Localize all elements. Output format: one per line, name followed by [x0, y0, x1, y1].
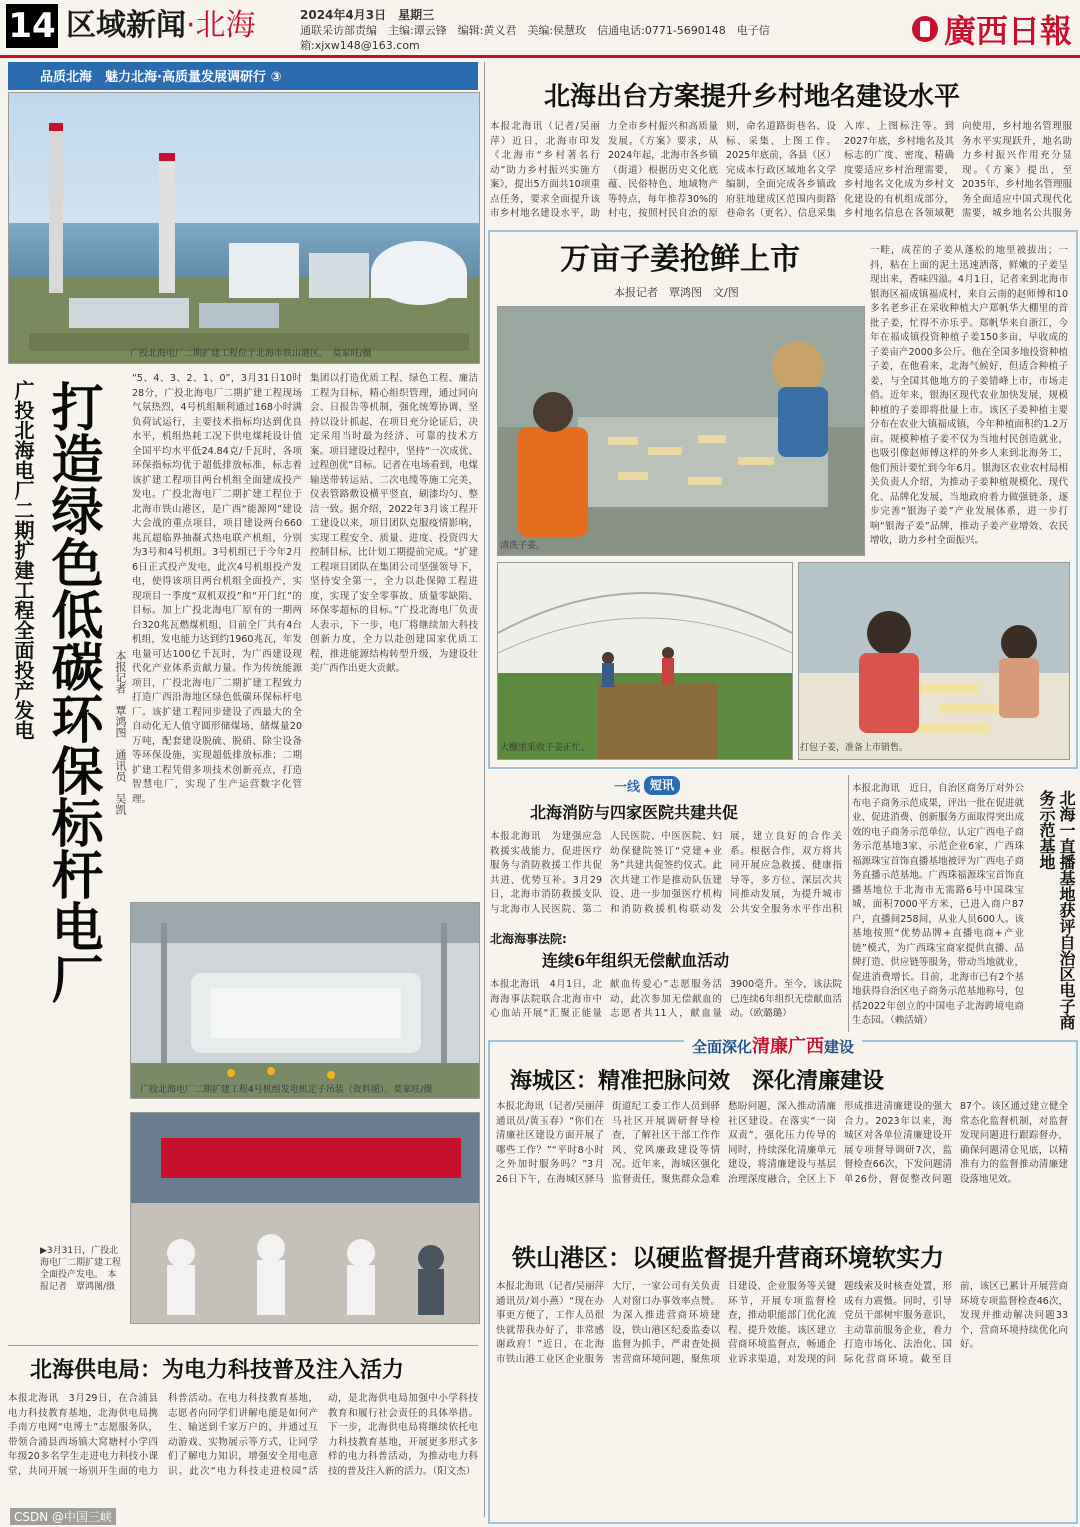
clean-banner: 全面深化清廉广西建设	[684, 1032, 862, 1058]
feature-main-headline: 打造绿色低碳环保标杆电厂	[42, 380, 103, 1004]
feature-sub-headline: 广投北海电厂二期扩建工程全面投产发电	[11, 380, 35, 740]
yixian-tag-badge: 短讯	[644, 776, 680, 795]
haicheng-body: 本报北海讯（记者/吴丽萍 通讯员/黄玉春）“你们在清廉社区建设方面开展了哪些工作？”“平时8小时之外加时服务吗？”3月26日下午，在海城区驿马街道纪工委工作人员到驿马社区开展调研督导检查，了解社区干部工作作风、党风廉政建设等情况。近年来，海城区强化监督责任，聚焦群众急难愁盼问题，深入推动清廉社区建设。在落实“一岗双责”，强化压力传导的同时，持续深化清廉单元建设，将清廉建设与基层治理深度融合，全区上下形成推进清廉建设的强大合力。2023年以来，海城区对各单位清廉建设开展专项督导调研7次，监督检查66次，下发问题清单26份，督促整改问题87个。该区通过建立健全常态化监督机制，对监督发现问题进行跟踪督办，确保问题清仓见底，以精准有力的监督推动清廉建设落地见效。	[496, 1101, 1068, 1185]
ginger-photo1-caption: 清洗子姜。	[500, 541, 546, 551]
control-room-photo-illustration	[131, 1113, 479, 1323]
plant-photo-illustration	[9, 93, 479, 363]
feature-byline: 本报记者 覃鸿图 通讯员 吴凯	[114, 650, 127, 815]
section-title: 区域新闻·北海	[66, 8, 256, 43]
ginger-byline: 本报记者 覃鸿图 文/图	[614, 286, 739, 299]
ginger-photo-washing	[497, 306, 865, 556]
brief2-kicker: 北海海事法院:	[490, 932, 567, 946]
haicheng-headline: 海城区：精准把脉问效 深化清廉建设	[510, 1068, 885, 1094]
ginger-photo-packing	[798, 562, 1070, 760]
tieshan-body: 本报北海讯（记者/吴丽萍 通讯员/刘小燕）“现在办事更方便了，工作人员很快就帮我办好了，非常感谢政府！”近日，在北海市铁山港工业区企业服务大厅，一家公司有关负责人对窗口办事效率点赞。为深入推进营商环境建设，铁山港区纪委监委以监督为抓手，严肃查处损害营商环境问题，聚焦项目建设、企业服务等关键环节，开展专项监督检查，推动职能部门优化流程、提升效能。该区建立营商环境监督点，畅通企业诉求渠道，对发现的问题线索及时核查处置，形成有力震慑。同时，引导党员干部树牢服务意识，主动靠前服务企业，着力打造市场化、法治化、国际化营商环境。截至目前，该区已累计开展营商环境专项监督检查46次，发现并推动解决问题33个，营商环境持续优化向好。	[496, 1281, 1068, 1365]
brief2-headline: 连续6年组织无偿献血活动	[542, 951, 730, 970]
ecommerce-headline: 北海一直播基地获评自治区电子商务示范基地	[1037, 790, 1076, 1030]
newspaper-logo: 廣西日報	[912, 6, 1072, 52]
divider-center	[484, 62, 485, 1517]
header-meta	[300, 8, 770, 53]
logo-icon	[912, 16, 938, 42]
clean-banner-highlight: 清廉广西	[752, 1036, 825, 1057]
watermark: CSDN @中国三峡	[10, 1508, 116, 1525]
brief2-body: 本报北海讯 4月1日，北海海事法院联合北海市中心血站开展“汇聚正能量 献血传爱心”志愿服务活动，此次参加无偿献血的志愿者共11人，献血量3900毫升。至今，该法院已连续6年组织无偿献血活动。（欧璐璐）	[490, 979, 842, 1019]
issue-date: 2024年4月3日 星期三	[300, 8, 435, 22]
section-subtitle: ·北海	[186, 8, 256, 43]
ginger-photo2-caption: 大棚里采收子姜正忙。	[500, 743, 591, 753]
divider-feature-bottom	[8, 1345, 478, 1346]
tieshan-headline: 铁山港区：以硬监督提升营商环境软实力	[512, 1243, 944, 1272]
power-supply-body: 本报北海讯 3月29日，在合浦县电力科技教育基地，北海供电局携手南方电网“电博士”志愿服务队，带领合浦县西场镇大窝塘村小学四年级20多名学生走进电力科技小课堂，共同开展一场别开生面的电力科普活动。在电力科技教育基地，志愿者向同学们讲解电能是如何产生、输送到千家万户的，并通过互动游戏、实物展示等方式，让同学们了解电力知识，增强安全用电意识。此次“电力科技走进校园”活动，是北海供电局加强中小学科技教育和履行社会责任的具体举措。下一步，北海供电局将继续依托电力科技教育基地，开展更多形式多样的电力科普活动，为推动电力科技的普及注入新的活力。（阳文杰）	[8, 1393, 478, 1477]
page-number: 14	[6, 4, 58, 48]
feature-series-label: 品质北海 魅力北海·高质量发展调研行 ③	[40, 70, 282, 85]
ginger-photo3-caption: 打包子姜，准备上市销售。	[800, 743, 909, 753]
washing-photo-illustration	[498, 307, 864, 555]
yixian-tag-label: 一线	[614, 780, 641, 795]
editor-contacts: 通联采访部责编 主编:谭云锋 编辑:黄义君 美编:侯慧玫 信通电话:0771-5690148 电子信箱:xjxw148@163.com	[300, 24, 770, 52]
divider-briefs	[848, 775, 849, 1037]
placename-headline: 北海出台方案提升乡村地名建设水平	[544, 82, 961, 112]
feature-photo3-caption: ▶3月31日，广投北海电厂二期扩建工程全面投产发电。 本报记者 覃鸿图/摄	[40, 1246, 122, 1292]
greenhouse-photo-illustration	[498, 563, 792, 759]
feature-body-col2: 集团以打造优质工程、绿色工程、廉洁工程为目标，精心组织管理，通过同向会、日报告等机制，强化统筹协调，坚持以设计抓起，在项目充分论证后，决定采用当时最为经济、可靠的技术方案。项目建设过程中，坚持“一次成优、过程创优”目标。记者在电场看到，电煤输送带转运站、二次电缆等施工完美，仪表管路敷设横平竖直，刷漆均匀、整洁一致。据介绍，2022年3月该工程开工建设以来，项目团队克服疫情影响，实现工程安全、质量、进度、投资四大控制目标，比计划工期提前完成。“扩建工程项目团队在集团公司坚强领导下，坚持安全第一，全力以赴保障工程进度，实现了安全零事故、质量零缺陷、环保零超标的目标。”广投北海电厂负责人表示，下一步，电厂将继续加大科技创新力度，全力以赴创建国家优质工程，推进能源结构转型升级，为建设壮美广西作出更大贡献。	[310, 373, 478, 674]
feature-photo-control-room	[130, 1112, 480, 1324]
feature-body-col1: “5、4、3、2、1、0”，3月31日10时28分，广投北海电厂二期扩建工程现场气氛热烈，4号机组顺利通过168小时满负荷试运行，主要技术指标均达到优良水平，机组热耗工况下供电煤耗设计值全国平均水平低24.84克/千瓦时，各项环保指标均优于超低排放标准，标志着该扩建工程项目两台机组全面建成投产发电。广投北海电厂二期扩建工程位于北海市铁山港区，是广西“能源网”建设大会战的重点项目，项目建设两台660兆瓦超临界抽凝式热电联产机组，分别为3号和4号机组。3号机组已于今年2月6日正式投产发电，此次4号机组投产发电，使得该项目两台机组全面投产，实现项目一季度“双机双投”和“开门红”的目标。加上广投北海电厂原有的一期两台320兆瓦燃煤机组，目前全厂共有4台机组，发电能力达到约1960兆瓦，年发电量可达100亿千瓦时，为广西建设现代化产业体系贡献力量。作为传统能源项目，广投北海电厂二期扩建工程致力打造广西沿海地区绿色低碳环保标杆电厂。该扩建工程同步建设了西最大的全自动化无人值守圆形储煤场，储煤量20万吨，配套建设脱硫、脱硝、除尘设备等环保设施，实现超低排放标准；二期扩建工程凭借多项技术创新亮点，打造智慧电厂，实现了生产运营数字化管理。	[132, 373, 302, 805]
feature-photo-generator	[130, 902, 480, 1099]
packing-photo-illustration	[799, 563, 1069, 759]
brief1-body: 本报北海讯 为建强应急救援实战能力，促进医疗服务与消防救援工作共促共进、优势互补。3月29日，北海市消防救援支队与北海市人民医院、第二人民医院、中医医院、妇幼保健院签订“党建+业务”共建共促签约仪式。此次共建工作是推动队伍建设、进一步加强医疗机构和消防救援机构联动发展，建立良好的合作关系。根据合作，双方将共同开展应急救援、健康指导等，多方位、深层次共同推动发展，为提升城市公共安全服务水平作出积	[490, 831, 842, 915]
feature-photo2-caption: 广投北海电厂二期扩建工程4号机组发电机定子吊装（资料图）。莫家旺/摄	[140, 1085, 433, 1095]
power-supply-headline: 北海供电局：为电力科技普及注入活力	[30, 1357, 405, 1383]
ginger-photo-greenhouse	[497, 562, 793, 760]
ginger-body: 一畦，成茬的子姜从蓬松的地里被拔出；一抖，粘在上面的泥土迅速洒落，鲜嫩的子姜呈现出来，香味四溢。4月1日，记者来到北海市银海区福成镇福成村，来自云南的赵师傅和10多名老乡正在采收种植大户郑帆华大棚里的首批子姜，忙得不亦乐乎。郑帆华来自浙江，今年在福成镇投资种植子姜150多亩，早收成的子姜亩产2000多公斤。他在全国多地投资种植子姜，在他看来，北海气候好，但适合种植子姜，与全国其他地方的子姜错峰上市，市场走俏。近年来，银海区现代农业加快发展，规模种植的子姜即将批量上市。该区子姜种植主要分布在农业大镇福成镇，今年种植面积约1.2万亩。规模种植子姜不仅为当地村民创造就业，也吸引像赵师傅这样的外乡人来到北海务工，他们预计要忙到今年6月。银海区农业农村局相关负责人介绍，为推动子姜种植规模化、现代化、品牌化发展，当地政府着力做强链条，逐步完善“银海子姜”产业发展体系，进一步打响“银海子姜”品牌，推动子姜产业增效、农民增收，助力乡村全面振兴。	[870, 245, 1068, 546]
feature-photo1-caption: 广投北海电厂二期扩建工程位于北海市铁山港区。 莫家旺/摄	[130, 349, 372, 359]
brief1-headline: 北海消防与四家医院共建共促	[530, 803, 739, 822]
yixian-tag	[614, 776, 680, 795]
ginger-headline: 万亩子姜抢鲜上市	[560, 242, 800, 277]
feature-photo-plant	[8, 92, 480, 364]
ecommerce-body: 本报北海讯 近日，自治区商务厅对外公布电子商务示范成果，评出一批在促进就业、促进消费、创新服务方面取得突出成效的电子商务示范单位，认定广西电子商务示范基地3家、示范企业6家，广西珠福源珠宝首饰直播基地被评为广西电子商务直播示范基地。广西珠福源珠宝首饰直播基地位于北海市无需路6号中国珠宝城，面积7000平方米，已进入商户87户，直播间258间，从业人员600人。该基地按照“优势品牌+直播电商+产业链”模式，为广西珠宝商家提供直播、品牌打造、供应链等服务，带动当地就业，促进消费增长。目前，北海市已有2个基地获得自治区电子商务示范基地称号，包括2022年创立的中国电子北海跨境电商生态园。（赖活婧）	[852, 783, 1024, 1026]
generator-photo-illustration	[131, 903, 479, 1098]
placename-body: 本报北海讯（记者/吴丽萍）近日，北海市印发《北海市“乡村著名行动”助力乡村振兴实施方案》，提出5方面共10项重点任务，要求全面提升该市乡村地名建设水平，助力全市乡村振兴和高质量发展。《方案》要求，从2024年起，北海市各乡镇（街道）根据历史文化底蕴、民俗特色、地域物产等特点，每年推荐30%的村屯，按照村民自治的原则，命名道路街巷名、设标、采集、上图工作。2025年底前，各县（区）完成本行政区域地名文学编制，全面完成各乡镇政府驻地建成区范围内街路巷命名（更名）、信息采集入库、上图标注等。到2027年底，乡村地名及其标志的广度、密度、精确度要适应乡村治理需要，乡村地名文化成为乡村文化建设的有机组成部分，乡村地名信息在各领域靶向使用，乡村地名管理服务水平实现跃升，地名助力乡村振兴作用充分显现。《方案》提出，至2035年，乡村地名管理服务全面适应中国式现代化需要，城乡地名公共服务	[490, 121, 1072, 219]
